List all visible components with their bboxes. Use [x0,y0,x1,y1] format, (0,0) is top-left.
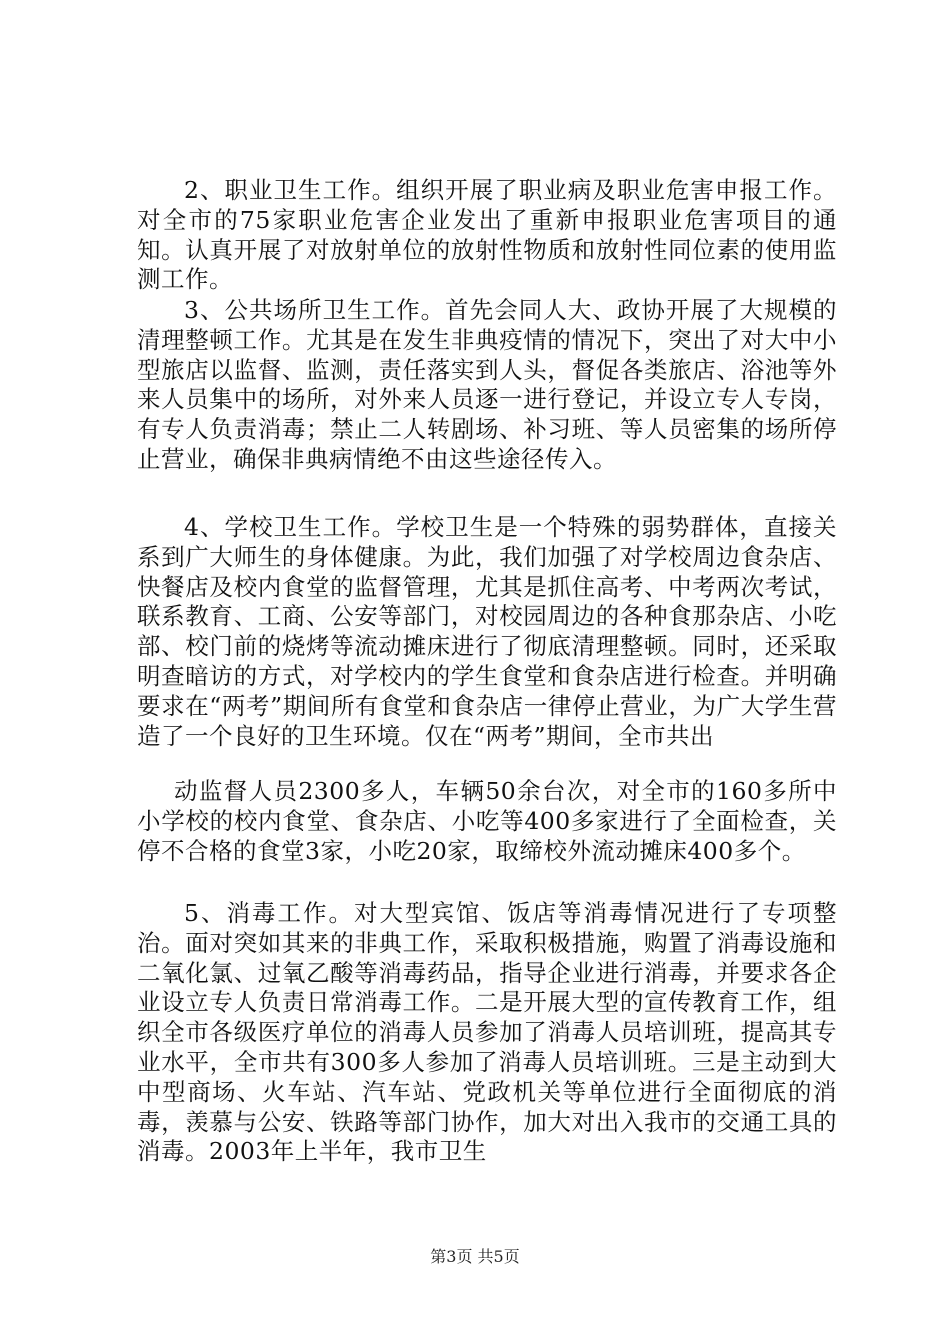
paragraph-occupational-health-block [137,176,837,295]
paragraph-disinfection-block [137,899,837,1167]
paragraph-disinfection: 5、消毒工作。对大型宾馆、饭店等消毒情况进行了专项整治。面对突如其来的非典工作，采取积极措施，购置了消毒设施和二氧化氯、过氧乙酸等消毒药品，指导企业进行消毒，并要求各企业设立专人负责日常消毒工作。二是开展大型的宣传教育工作，组织全市各级医疗单位的消毒人员参加了消毒人员培训班，提高其专业水平，全市共有300多人参加了消毒人员培训班。三是主动到大中型商场、火车站、汽车站、党政机关等单位进行全面彻底的消毒，羡慕与公安、铁路等部门协作，加大对出入我市的交通工具的消毒。2003年上半年，我市卫生 [137,899,837,1166]
paragraph-occupational-health: 2、职业卫生工作。组织开展了职业病及职业危害申报工作。对全市的75家职业危害企业发出了重新申报职业危害项目的通知。认真开展了对放射单位的放射性物质和放射性同位素的使用监测工作。 [137,176,837,294]
paragraph-school-health-continued: 动监督人员2300多人，车辆50余台次，对全市的160多所中小学校的校内食堂、食杂店、小吃等400多家进行了全面检查，关停不合格的食堂3家，小吃20家，取缔校外流动摊床400多个。 [137,777,837,865]
paragraph-school-health: 4、学校卫生工作。学校卫生是一个特殊的弱势群体，直接关系到广大师生的身体健康。为此，我们加强了对学校周边食杂店、快餐店及校内食堂的监督管理，尤其是抓住高考、中考两次考试，联系教育、工商、公安等部门，对校园周边的各种食那杂店、小吃部、校门前的烧烤等流动摊床进行了彻底清理整顿。同时，还采取明查暗访的方式，对学校内的学生食堂和食杂店进行检查。并明确要求在“两考”期间所有食堂和食杂店一律停止营业，为广大学生营造了一个良好的卫生环境。仅在“两考”期间，全市共出 [137,513,837,750]
paragraph-public-places-block [137,296,837,475]
page-footer: 第3页 共5页 [430,1247,520,1266]
paragraph-school-health-continued-block [137,777,837,866]
paragraph-school-health-block [137,513,837,751]
paragraph-public-places: 3、公共场所卫生工作。首先会同人大、政协开展了大规模的清理整顿工作。尤其是在发生非典疫情的情况下，突出了对大中小型旅店以监督、监测，责任落实到人头，督促各类旅店、浴池等外来人员集中的场所，对外来人员逐一进行登记，并设立专人专岗，有专人负责消毒；禁止二人转剧场、补习班、等人员密集的场所停止营业，确保非典病情绝不由这些途径传入。 [137,296,837,473]
